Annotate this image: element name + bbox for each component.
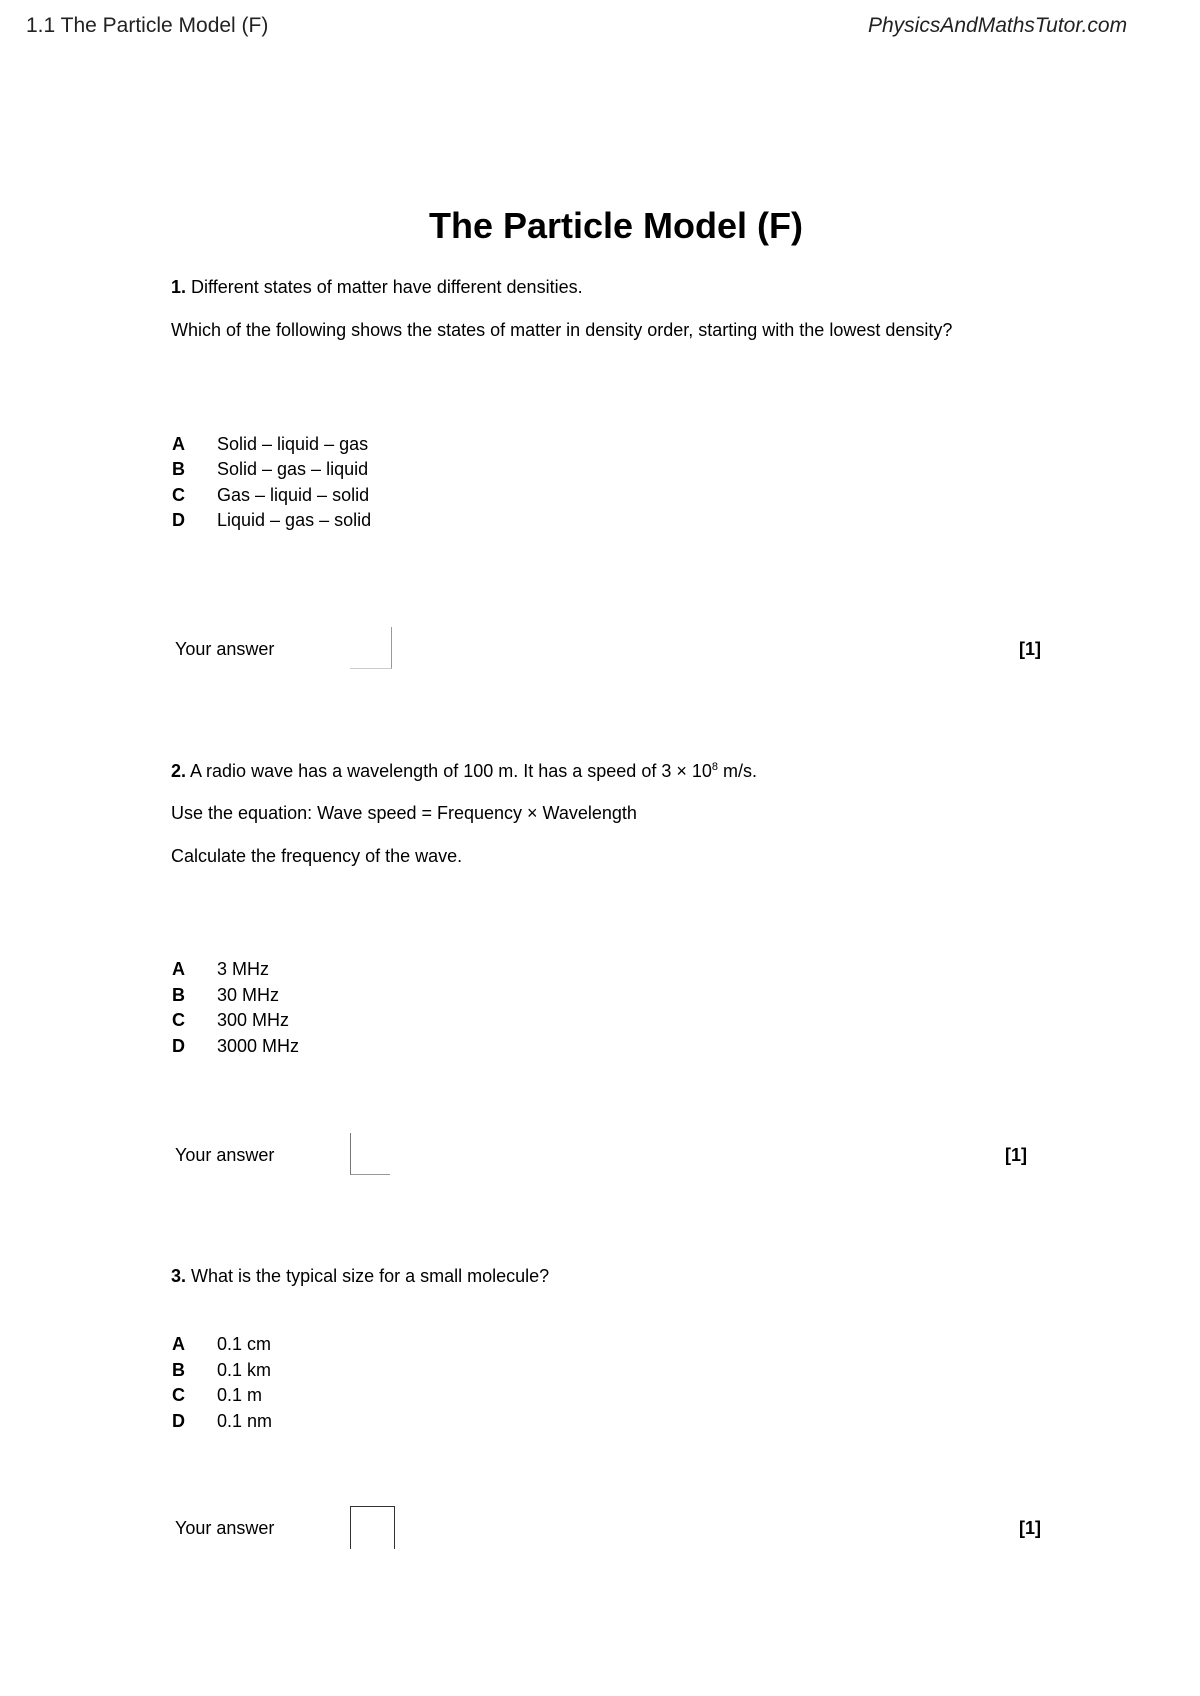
question-2-marks: [1]: [1005, 1145, 1027, 1165]
question-3-option-b: B 0.1 km: [172, 1360, 272, 1380]
header-site: PhysicsAndMathsTutor.com: [868, 14, 1128, 37]
question-1-stem: [171, 277, 583, 298]
question-2-answer-box[interactable]: [350, 1133, 390, 1175]
question-1-option-a: A Solid – liquid – gas: [172, 434, 369, 454]
question-2-line-3: Calculate the frequency of the wave.: [171, 846, 463, 866]
question-2-option-c: C 300 MHz: [172, 1010, 290, 1030]
question-1-option-d: D Liquid – gas – solid: [172, 510, 372, 530]
question-2-speed-exponent: 8: [711, 761, 718, 773]
question-1-number: 1.: [171, 277, 187, 297]
question-2-option-d: D 3000 MHz: [172, 1036, 300, 1056]
question-3-option-d: D 0.1 nm: [172, 1411, 273, 1431]
question-1-line-1: Different states of matter have different densities.: [191, 277, 583, 297]
question-1-option-c: C Gas – liquid – solid: [172, 485, 370, 505]
question-2-speed-unit: m/s.: [718, 761, 757, 781]
question-1-option-b: B Solid – gas – liquid: [172, 459, 369, 479]
question-1-answer-label: Your answer: [175, 639, 275, 659]
question-1-marks: [1]: [1019, 639, 1041, 659]
page-title: The Particle Model (F): [428, 205, 804, 246]
question-3-stem: [171, 1266, 549, 1287]
question-3-line-1: What is the typical size for a small molecule?: [191, 1266, 550, 1286]
question-2-line-1: A radio wave has a wavelength of 100 m. It has a speed of 3 × 10: [190, 761, 712, 781]
question-2-stem: [171, 761, 757, 782]
question-3-option-c: C 0.1 m: [172, 1385, 263, 1405]
question-3-answer-label: Your answer: [175, 1518, 275, 1538]
question-2-line-2: Use the equation: Wave speed = Frequency × Wavelength: [171, 803, 637, 823]
question-3-answer-box[interactable]: [350, 1506, 395, 1549]
question-2-number: 2.: [171, 761, 187, 781]
question-2-answer-label: Your answer: [175, 1145, 275, 1165]
header-topic: 1.1 The Particle Model (F): [26, 14, 269, 37]
question-1-answer-box[interactable]: [350, 627, 392, 669]
question-3-marks: [1]: [1019, 1518, 1041, 1538]
question-3-number: 3.: [171, 1266, 187, 1286]
question-1-line-2: Which of the following shows the states of matter in density order, starting with the lowest density?: [171, 320, 953, 340]
question-3-option-a: A 0.1 cm: [172, 1334, 272, 1354]
question-2-option-b: B 30 MHz: [172, 985, 280, 1005]
question-2-option-a: A 3 MHz: [172, 959, 270, 979]
